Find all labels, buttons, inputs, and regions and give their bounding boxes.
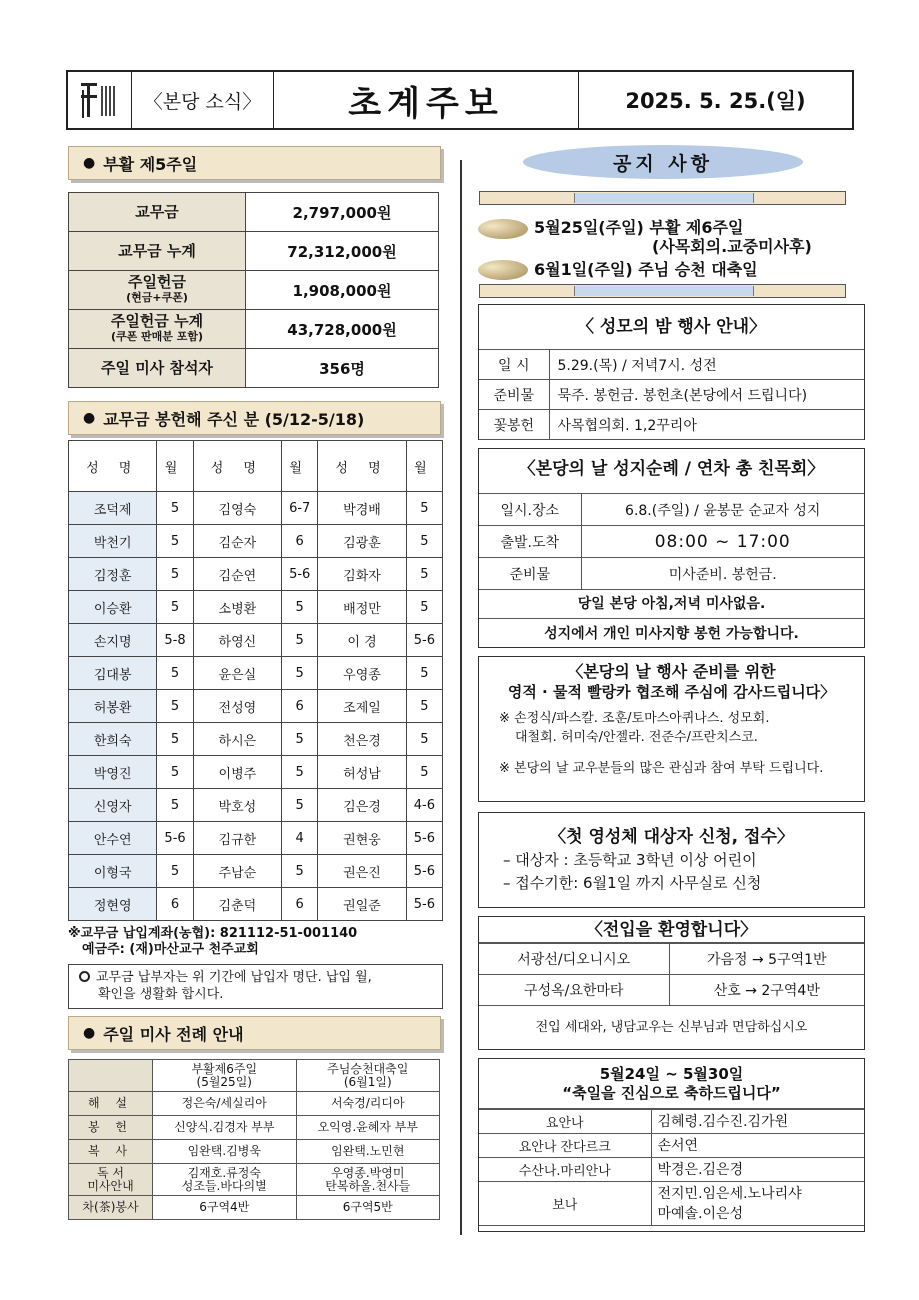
donor-name: 박경배 (318, 492, 406, 525)
table-row (479, 350, 864, 380)
donor-name: 허봉환 (69, 690, 157, 723)
table-row (479, 944, 864, 975)
liturgy-assignee: 임완택.노민현 (296, 1140, 440, 1164)
account-holder: 예금주: (재)마산교구 천주교회 (82, 942, 259, 957)
table-row (69, 492, 443, 525)
donor-name: 전성영 (193, 690, 281, 723)
donor-month: 5 (406, 525, 442, 558)
offering-value: 2,797,000원 (246, 193, 439, 232)
feast-table (479, 1109, 864, 1226)
donor-month: 5 (406, 723, 442, 756)
donor-month: 5 (282, 624, 318, 657)
thanks-title-2: 영적 · 물적 빨랑카 협조해 주심에 감사드립니다〉 (507, 683, 836, 701)
celebrant-names: 김혜령.김수진.김가원 (651, 1110, 864, 1134)
decorative-bar (479, 191, 846, 205)
donor-name: 김은경 (318, 789, 406, 822)
liturgy-assignee: 임완택.김병욱 (153, 1140, 297, 1164)
donor-name: 이 경 (318, 624, 406, 657)
communion-title: 〈첫 영성체 대상자 신청, 접수〉 (549, 827, 794, 847)
donor-name: 한희숙 (69, 723, 157, 756)
table-row (479, 526, 864, 558)
liturgy-assignee: 서숙경/리디아 (296, 1092, 440, 1116)
donors-col-header: 성 명 (193, 441, 281, 492)
donor-name: 조덕제 (69, 492, 157, 525)
bullet-icon: ● (83, 1025, 96, 1041)
donors-col-header: 월 (406, 441, 442, 492)
offering-row (69, 310, 439, 349)
donor-month: 5 (157, 756, 193, 789)
feast-dates: 5월24일 ~ 5월30일 (599, 1065, 744, 1083)
donor-month: 5 (157, 525, 193, 558)
row-label: 준비물 (479, 380, 549, 410)
names-line: 대철회. 허미숙/안젤라. 전준수/프란치스코. (515, 730, 758, 745)
corner-cell (69, 1060, 153, 1092)
liturgy-row (69, 1140, 440, 1164)
donor-name: 권일준 (318, 888, 406, 921)
parish-logo-icon (68, 72, 132, 128)
celebrant-names: 박경은.김은경 (651, 1158, 864, 1182)
section-label: 〈본당 소식〉 (132, 72, 274, 128)
celebrant-names: 손서연 (651, 1134, 864, 1158)
row-label: 일 시 (479, 350, 549, 380)
donor-month: 5-6 (406, 855, 442, 888)
donor-name: 이승환 (69, 591, 157, 624)
donor-name: 김광훈 (318, 525, 406, 558)
donor-month: 6 (282, 888, 318, 921)
offering-label: 주일헌금 누계 (쿠폰 판매분 포함) (69, 310, 246, 349)
table-row (479, 1182, 864, 1226)
donor-month: 5 (406, 558, 442, 591)
table-row (69, 855, 443, 888)
liturgy-row (69, 1196, 440, 1220)
table-row (479, 494, 864, 526)
donors-col-header: 월 (157, 441, 193, 492)
event-bullet-icon (478, 260, 528, 280)
offering-value: 1,908,000원 (246, 271, 439, 310)
decorative-bar (479, 284, 846, 298)
bullet-icon: ● (83, 155, 96, 171)
event-1 (534, 218, 812, 256)
liturgy-role: 복 사 (69, 1140, 153, 1164)
liturgy-heading-text: 주일 미사 전례 안내 (103, 1024, 244, 1044)
event-1-title: 5월25일(주일) 부활 제6주일 (534, 218, 744, 237)
donor-month: 5 (406, 591, 442, 624)
thanks-names (479, 709, 864, 747)
table-row (479, 975, 864, 1006)
saint-name: 요안나 잔다르크 (479, 1134, 651, 1158)
donors-heading (68, 401, 441, 435)
donor-month: 6-7 (282, 492, 318, 525)
offering-label: 교무금 (69, 193, 246, 232)
donor-name: 손지명 (69, 624, 157, 657)
celebrant-names: 전지민.임은세.노나리샤 마예솔.이은성 (651, 1182, 864, 1226)
liturgy-assignee: 6구역5반 (296, 1196, 440, 1220)
donor-month: 4 (282, 822, 318, 855)
donor-name: 신영자 (69, 789, 157, 822)
welcome-box (478, 916, 865, 1050)
row-value: 6.8.(주일) / 윤봉문 순교자 성지 (581, 494, 864, 526)
table-row (69, 591, 443, 624)
donor-month: 5 (406, 657, 442, 690)
donors-table (68, 440, 443, 921)
donor-name: 하영신 (193, 624, 281, 657)
member-area: 가음정 → 5구역1반 (669, 944, 864, 975)
table-row (69, 558, 443, 591)
note-line: 확인을 생활화 합시다. (98, 987, 224, 1002)
liturgy-row (69, 1164, 440, 1196)
saint-name: 수산나.마리안나 (479, 1158, 651, 1182)
account-info (68, 926, 357, 958)
offering-heading-text: 부활 제5주일 (103, 154, 198, 174)
pilgrimage-title: 〈본당의 날 성지순례 / 연차 총 친목회〉 (518, 459, 825, 479)
liturgy-table (68, 1059, 440, 1220)
donor-month: 6 (157, 888, 193, 921)
donor-month: 5 (282, 591, 318, 624)
table-row (69, 888, 443, 921)
notices-title: 공지 사항 (523, 145, 803, 179)
donor-month: 5 (282, 789, 318, 822)
feast-header (479, 1059, 864, 1109)
donor-name: 이병주 (193, 756, 281, 789)
feast-box (478, 1058, 865, 1232)
communion-deadline: – 접수기한: 6월1일 까지 사무실로 신청 (503, 874, 762, 892)
liturgy-assignee: 오익영.윤혜자 부부 (296, 1116, 440, 1140)
member-name: 구성옥/요한마타 (479, 975, 669, 1006)
donor-month: 5 (157, 558, 193, 591)
table-row (479, 1110, 864, 1134)
donor-name: 김규한 (193, 822, 281, 855)
row-value: 08:00 ~ 17:00 (581, 526, 864, 558)
table-row (69, 756, 443, 789)
bulletin-header (66, 70, 854, 130)
pilgrimage-table (479, 493, 864, 590)
row-label: 일시.장소 (479, 494, 581, 526)
pilgrimage-no-mass: 당일 본당 아침,저녁 미사없음. (479, 590, 864, 619)
liturgy-assignee: 정은숙/세실리아 (153, 1092, 297, 1116)
donors-col-header: 월 (282, 441, 318, 492)
saint-name: 보나 (479, 1182, 651, 1226)
row-label: 꽃봉헌 (479, 410, 549, 440)
donor-note (68, 964, 443, 1009)
feast-greeting: “축일을 진심으로 축하드립니다” (562, 1084, 781, 1102)
donor-name: 김순자 (193, 525, 281, 558)
donor-month: 5 (406, 690, 442, 723)
liturgy-assignee: 김재호.류정숙 성조들.바다의별 (153, 1164, 297, 1196)
offering-row (69, 271, 439, 310)
donor-month: 5 (282, 855, 318, 888)
member-name: 서광선/디오니시오 (479, 944, 669, 975)
table-row (69, 822, 443, 855)
pilgrimage-box (478, 448, 865, 648)
row-value: 5.29.(목) / 저녁7시. 성전 (549, 350, 864, 380)
donor-month: 6 (282, 525, 318, 558)
donors-col-header: 성 명 (318, 441, 406, 492)
offering-row (69, 349, 439, 388)
donor-name: 김대봉 (69, 657, 157, 690)
liturgy-assignee: 우영종.박영미 탄복하올.천사들 (296, 1164, 440, 1196)
table-row (479, 558, 864, 590)
donor-name: 하시은 (193, 723, 281, 756)
liturgy-heading (68, 1016, 441, 1050)
donor-month: 5 (157, 855, 193, 888)
donor-name: 김영숙 (193, 492, 281, 525)
table-row (69, 723, 443, 756)
donor-month: 5 (406, 756, 442, 789)
donor-name: 박호성 (193, 789, 281, 822)
offering-value: 43,728,000원 (246, 310, 439, 349)
bulletin-title: 초계주보 (274, 72, 579, 128)
offering-label: 주일 미사 참석자 (69, 349, 246, 388)
account-number: ※교무금 납입계좌(농협): 821112-51-001140 (68, 926, 358, 941)
thanks-title-1: 〈본당의 날 행사 준비를 위한 (567, 662, 776, 681)
donor-month: 5 (282, 657, 318, 690)
donor-name: 이형국 (69, 855, 157, 888)
liturgy-role: 독 서 미사안내 (69, 1164, 153, 1196)
pilgrimage-intention: 성지에서 개인 미사지향 봉헌 가능합니다. (544, 626, 799, 642)
table-row (69, 657, 443, 690)
donor-month: 5 (282, 756, 318, 789)
issue-date: 2025. 5. 25.(일) (625, 89, 806, 113)
donor-month: 6 (282, 690, 318, 723)
donor-month: 5-6 (406, 822, 442, 855)
donor-name: 김화자 (318, 558, 406, 591)
offering-label: 주일헌금 (현금+쿠폰) (69, 271, 246, 310)
donor-name: 김순연 (193, 558, 281, 591)
communion-target: – 대상자 : 초등학교 3학년 이상 어린이 (503, 851, 757, 869)
donor-month: 5 (282, 723, 318, 756)
donor-name: 정현영 (69, 888, 157, 921)
donor-name: 김정훈 (69, 558, 157, 591)
donor-month: 5-6 (282, 558, 318, 591)
donor-month: 5 (157, 492, 193, 525)
donor-month: 5 (157, 591, 193, 624)
donor-name: 소병환 (193, 591, 281, 624)
offering-label: 교무금 누계 (69, 232, 246, 271)
thanks-request: ※ 본당의 날 교우분들의 많은 관심과 참여 부탁 드립니다. (499, 761, 824, 776)
donor-name: 배정만 (318, 591, 406, 624)
donor-name: 김춘덕 (193, 888, 281, 921)
offering-table (68, 192, 439, 388)
liturgy-role: 봉 헌 (69, 1116, 153, 1140)
mary-night-box (478, 304, 865, 440)
liturgy-row (69, 1092, 440, 1116)
offering-value: 356명 (246, 349, 439, 388)
donor-month: 5 (406, 492, 442, 525)
offering-heading (68, 146, 441, 180)
names-line: ※ 손정식/파스칼. 조훈/토마스아퀴나스. 성모회. (499, 711, 770, 726)
table-row (479, 380, 864, 410)
table-row (69, 624, 443, 657)
table-row (69, 690, 443, 723)
donor-name: 우영종 (318, 657, 406, 690)
member-area: 산호 → 2구역4반 (669, 975, 864, 1006)
donor-name: 천은경 (318, 723, 406, 756)
event-bullet-icon (478, 219, 528, 239)
row-label: 출발.도착 (479, 526, 581, 558)
donor-name: 권은진 (318, 855, 406, 888)
communion-box (478, 812, 865, 908)
donor-name: 박천기 (69, 525, 157, 558)
donor-month: 4-6 (406, 789, 442, 822)
bullet-icon: ● (83, 410, 96, 426)
offering-value: 72,312,000원 (246, 232, 439, 271)
offering-row (69, 232, 439, 271)
donor-name: 박영진 (69, 756, 157, 789)
liturgy-col-2: 주님승천대축일 (6월1일) (296, 1060, 440, 1092)
table-row (69, 525, 443, 558)
table-row (479, 1134, 864, 1158)
liturgy-row (69, 1116, 440, 1140)
donor-name: 주남순 (193, 855, 281, 888)
welcome-title: 〈전입을 환영합니다〉 (479, 917, 864, 943)
event-1-detail: (사목회의.교중미사후) (652, 237, 812, 256)
mary-night-table (479, 349, 864, 440)
row-value: 묵주. 봉헌금. 봉헌초(본당에서 드립니다) (549, 380, 864, 410)
row-value: 미사준비. 봉헌금. (581, 558, 864, 590)
donors-heading-text: 교무금 봉헌해 주신 분 (5/12-5/18) (103, 409, 365, 429)
thanks-box (478, 656, 865, 802)
column-divider (460, 160, 462, 1235)
table-row (479, 410, 864, 440)
liturgy-role: 차(茶)봉사 (69, 1196, 153, 1220)
donor-month: 5 (157, 657, 193, 690)
note-line: 교무금 납부자는 위 기간에 납입자 명단. 납입 월, (96, 970, 372, 985)
donor-name: 허성남 (318, 756, 406, 789)
table-row (479, 1158, 864, 1182)
donors-col-header: 성 명 (69, 441, 157, 492)
donor-month: 5-6 (157, 822, 193, 855)
donor-month: 5-6 (406, 888, 442, 921)
liturgy-assignee: 신양식.김경자 부부 (153, 1116, 297, 1140)
donor-name: 권현웅 (318, 822, 406, 855)
donor-month: 5-8 (157, 624, 193, 657)
row-value: 사목협의회. 1,2꾸리아 (549, 410, 864, 440)
circle-bullet-icon (79, 971, 90, 982)
donor-month: 5 (157, 723, 193, 756)
row-label: 준비물 (479, 558, 581, 590)
welcome-table (479, 943, 864, 1006)
mary-night-title: 〈 성모의 밤 행사 안내〉 (576, 317, 767, 337)
offering-row (69, 193, 439, 232)
donor-month: 5-6 (406, 624, 442, 657)
donor-name: 조제일 (318, 690, 406, 723)
welcome-footer: 전입 세대와, 냉담교우는 신부님과 면담하십시오 (535, 1020, 808, 1035)
event-2: 6월1일(주일) 주님 승천 대축일 (534, 260, 758, 279)
saint-name: 요안나 (479, 1110, 651, 1134)
donor-month: 5 (157, 789, 193, 822)
donor-name: 윤은실 (193, 657, 281, 690)
table-row (69, 789, 443, 822)
liturgy-assignee: 6구역4반 (153, 1196, 297, 1220)
donor-name: 안수연 (69, 822, 157, 855)
liturgy-role: 해 설 (69, 1092, 153, 1116)
liturgy-col-1: 부활제6주일 (5월25일) (153, 1060, 297, 1092)
donor-month: 5 (157, 690, 193, 723)
